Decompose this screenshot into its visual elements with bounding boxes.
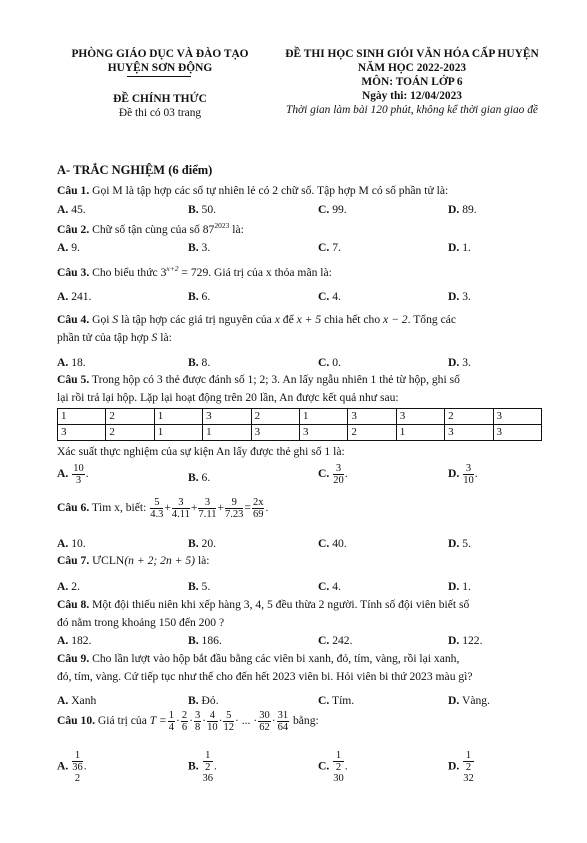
- table-cell: 1: [203, 425, 251, 441]
- q7-option-a[interactable]: A. 2.: [57, 580, 80, 593]
- q3-option-d[interactable]: D. 3.: [448, 290, 471, 303]
- table-cell: 1: [58, 409, 106, 425]
- q8-option-c[interactable]: C. 242.: [318, 634, 353, 647]
- q3-option-b[interactable]: B. 6.: [188, 290, 211, 303]
- exam-title: ĐỀ THI HỌC SINH GIỎI VĂN HÓA CẤP HUYỆN: [285, 48, 539, 60]
- question-3: Câu 3. Cho biểu thức $3^{x+2} = 729$. Giá trị của x thỏa mãn là:: [57, 264, 332, 279]
- table-cell: 1: [396, 425, 444, 441]
- exam-date: Ngày thi: 12/04/2023: [362, 90, 462, 102]
- district-name: HUYỆN SƠN ĐỘNG: [107, 62, 213, 74]
- table-cell: 3: [396, 409, 444, 425]
- table-cell: 3: [493, 425, 541, 441]
- q5-option-d[interactable]: D. $\frac{3}{10}$ .: [448, 463, 478, 487]
- q4-option-b[interactable]: B. 8.: [188, 356, 211, 369]
- question-4-line1: Câu 4. Gọi S là tập hợp các giá trị nguyên của x để x + 5 chia hết cho x − 2. Tổng các: [57, 313, 457, 326]
- table-row: [58, 409, 542, 425]
- q5-option-c[interactable]: C. $\frac{3}{20}$ .: [318, 463, 348, 487]
- table-cell: 2: [106, 425, 154, 441]
- q2-option-b[interactable]: B. 3.: [188, 241, 211, 254]
- q4-option-d[interactable]: D. 3.: [448, 356, 471, 369]
- table-cell: 2: [106, 409, 154, 425]
- table-cell: 2: [348, 425, 396, 441]
- q3-option-a[interactable]: A. 241.: [57, 290, 92, 303]
- q6-option-c[interactable]: C. 40.: [318, 537, 347, 550]
- q5-option-a[interactable]: A. $\frac{10}{3}$ .: [57, 463, 89, 487]
- question-1: Câu 1. Gọi M là tập hợp các số tự nhiên lẻ có 2 chữ số. Tập hợp M có số phần tử là:: [57, 184, 449, 197]
- school-year: NĂM HỌC 2022-2023: [357, 62, 467, 74]
- results-table: [57, 408, 542, 441]
- table-cell: 3: [203, 409, 251, 425]
- question-9-line1: Câu 9. Cho lần lượt vào hộp bắt đầu bằng các viên bi xanh, đỏ, tím, vàng, rồi lại xanh,: [57, 652, 460, 665]
- department-name: PHÒNG GIÁO DỤC VÀ ĐÀO TẠO: [71, 48, 249, 60]
- page-count: Đề thi có 03 trang: [118, 107, 202, 119]
- q1-option-a[interactable]: A. 45.: [57, 203, 86, 216]
- table-cell: 1: [299, 409, 347, 425]
- table-cell: 3: [251, 425, 299, 441]
- q2-option-c[interactable]: C. 7.: [318, 241, 341, 254]
- q4-option-c[interactable]: C. 0.: [318, 356, 341, 369]
- header-divider: [127, 76, 191, 77]
- q3-option-c[interactable]: C. 4.: [318, 290, 341, 303]
- q6-option-a[interactable]: A. 10.: [57, 537, 86, 550]
- q2-option-a[interactable]: A. 9.: [57, 241, 80, 254]
- question-8-line1: Câu 8. Một đội thiếu niên khi xếp hàng 3, 4, 5 đều thừa 2 người. Tính số đội viên biết số: [57, 598, 470, 611]
- question-6: Câu 6. Tìm x, biết: $\frac{5}{4.3}$ + $\frac{3}{4.11}$ + $\frac{3}{7.11}$ + $\frac{9}{7.23}$ = $\frac{2x}{69}$ .: [57, 497, 269, 521]
- section-title: A- TRẮC NGHIỆM (6 điểm): [57, 163, 213, 177]
- official-label: ĐỀ CHÍNH THỨC: [113, 93, 207, 105]
- q6-option-b[interactable]: B. 20.: [188, 537, 217, 550]
- table-row: [58, 425, 542, 441]
- q8-option-b[interactable]: B. 186.: [188, 634, 222, 647]
- table-cell: 2: [445, 409, 493, 425]
- q7-option-c[interactable]: C. 4.: [318, 580, 341, 593]
- q4-option-a[interactable]: A. 18.: [57, 356, 86, 369]
- q10-option-a[interactable]: A. 1 36 2 .: [57, 750, 87, 785]
- q7-option-d[interactable]: D. 1.: [448, 580, 471, 593]
- q9-option-a[interactable]: A. Xanh: [57, 694, 97, 707]
- q9-option-b[interactable]: B. Đỏ.: [188, 694, 219, 707]
- question-5-line1: Câu 5. Trong hộp có 3 thẻ được đánh số 1; 2; 3. An lấy ngẫu nhiên 1 thẻ từ hộp, ghi số: [57, 373, 460, 386]
- table-cell: 1: [154, 425, 202, 441]
- q9-option-d[interactable]: D. Vàng.: [448, 694, 490, 707]
- table-cell: 1: [154, 409, 202, 425]
- q8-option-d[interactable]: D. 122.: [448, 634, 483, 647]
- question-10: Câu 10. Giá trị của T = $\frac{1}{4}$ · $\frac{2}{6}$ · $\frac{3}{8}$ · $\frac{4}{10}$ · $\frac{5}{12}$ · ... · $\frac{30}{62}$ · $\frac{31}{64}$ bằng:: [57, 710, 319, 734]
- question-5-line2: lại rồi trả lại hộp. Lặp lại hoạt động trên 20 lần, An được kết quả như sau:: [57, 391, 399, 404]
- subject: MÔN: TOÁN LỚP 6: [361, 76, 463, 88]
- question-7: Câu 7. ƯCLN(n + 2; 2n + 5) là:: [57, 554, 210, 567]
- question-8-line2: đó nằm trong khoảng 150 đến 200 ?: [57, 616, 225, 629]
- q1-option-c[interactable]: C. 99.: [318, 203, 347, 216]
- q6-option-d[interactable]: D. 5.: [448, 537, 471, 550]
- question-5-prompt: Xác suất thực nghiệm của sự kiện An lấy được thẻ ghi số 1 là:: [57, 445, 345, 458]
- question-9-line2: đỏ, tím, vàng. Cứ tiếp tục như thế cho đến hết 2023 viên bi. Hỏi viên bi thứ 2023 màu gì?: [57, 670, 473, 683]
- table-cell: 3: [445, 425, 493, 441]
- table-cell: 3: [493, 409, 541, 425]
- q1-option-d[interactable]: D. 89.: [448, 203, 477, 216]
- q2-option-d[interactable]: D. 1.: [448, 241, 471, 254]
- table-cell: 3: [299, 425, 347, 441]
- table-cell: 2: [251, 409, 299, 425]
- q10-option-b[interactable]: B. 1 2 36 .: [188, 750, 217, 785]
- q9-option-c[interactable]: C. Tím.: [318, 694, 355, 707]
- question-2: Câu 2. Chữ số tận cùng của số $87^{2023}$ là:: [57, 221, 244, 236]
- question-4-line2: phần tử của tập hợp S là:: [57, 331, 172, 344]
- q10-option-c[interactable]: C. 1 2 30 .: [318, 750, 348, 785]
- table-cell: 3: [348, 409, 396, 425]
- q1-option-b[interactable]: B. 50.: [188, 203, 217, 216]
- table-cell: 3: [58, 425, 106, 441]
- q10-option-d[interactable]: D. 1 2 32: [448, 750, 474, 785]
- exam-duration: Thời gian làm bài 120 phút, không kể thời gian giao đề: [286, 104, 538, 116]
- q5-option-b[interactable]: B. 6.: [188, 471, 211, 484]
- q7-option-b[interactable]: B. 5.: [188, 580, 211, 593]
- q8-option-a[interactable]: A. 182.: [57, 634, 92, 647]
